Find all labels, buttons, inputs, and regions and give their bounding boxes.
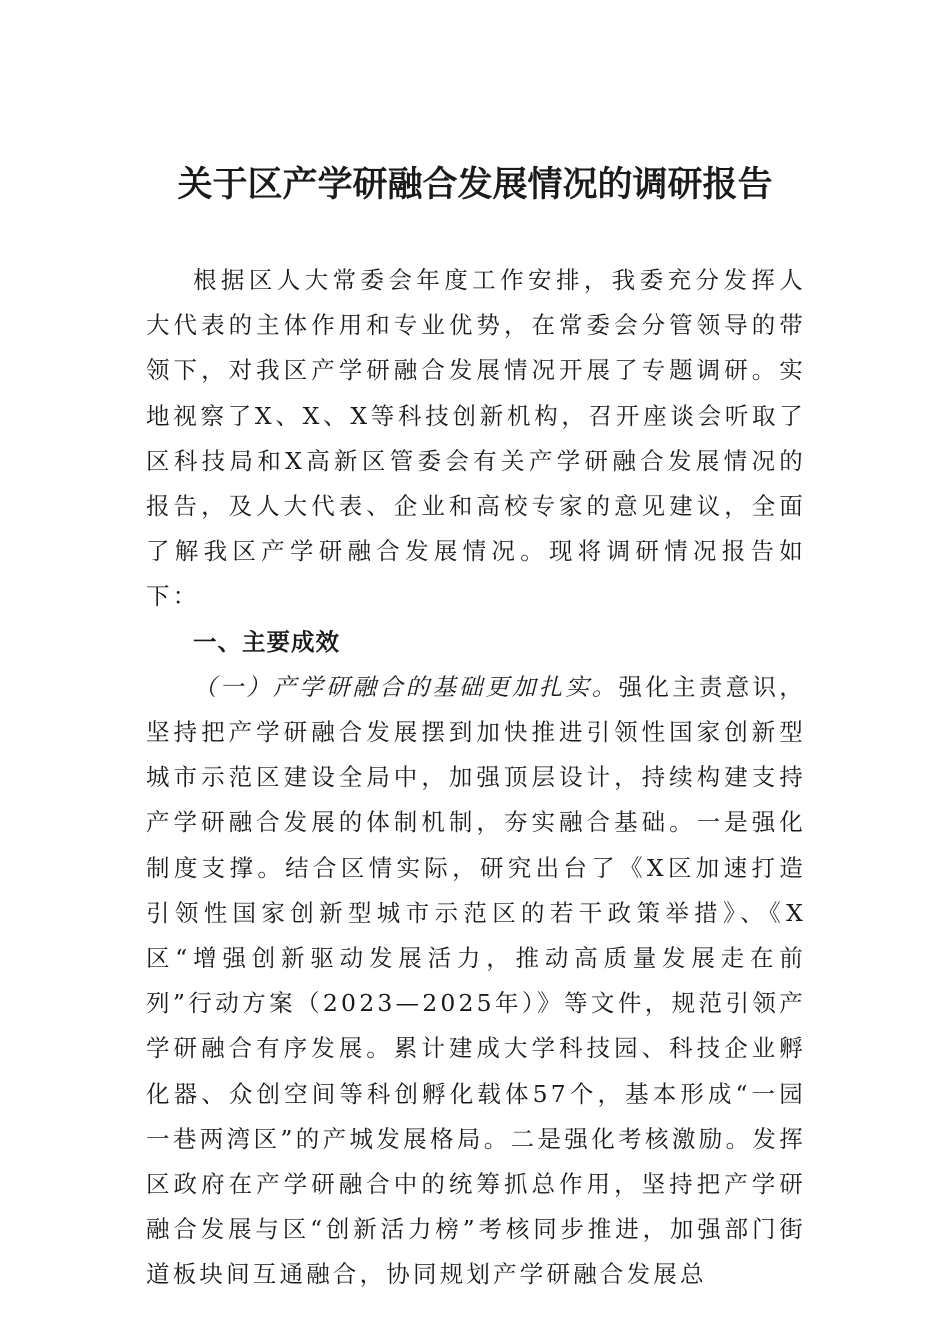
subsection-paragraph bbox=[146, 665, 806, 1298]
document-title: 关于区产学研融合发展情况的调研报告 bbox=[177, 164, 773, 205]
section-heading-main-results: 一、主要成效 bbox=[193, 627, 340, 656]
subsection-body: 强化主责意识，坚持把产学研融合发展摆到加快推进引领性国家创新型城市示范区建设全局中，加强顶层设计，持续构建支持产学研融合发展的体制机制，夯实融合基础。一是强化制度支撑。结合区情实际，研究出台了《X区加速打造引领性国家创新型城市示范区的若干政策举措》、《X区“增强创新驱动发展活力，推动高质量发展走在前列”行动方案（2023—2025年）》等文件，规范引领产学研融合有序发展。累计建成大学科技园、科技企业孵化器、众创空间等科创孵化载体57个，基本形成“一园一巷两湾区”的产城发展格局。二是强化考核激励。发挥区政府在产学研融合中的统筹抓总作用，坚持把产学研融合发展与区“创新活力榜”考核同步推进，加强部门街道板块间互通融合，协同规划产学研融合发展总 bbox=[146, 672, 807, 1289]
subsection-title: （一）产学研融合的基础更加扎实。 bbox=[193, 672, 619, 701]
document-body bbox=[146, 258, 806, 1298]
intro-paragraph: 根据区人大常委会年度工作安排，我委充分发挥人大代表的主体作用和专业优势，在常委会分管领导的带领下，对我区产学研融合发展情况开展了专题调研。实地视察了X、X、X等科技创新机构，召开座谈会听取了区科技局和X高新区管委会有关产学研融合发展情况的报告，及人大代表、企业和高校专家的意见建议，全面了解我区产学研融合发展情况。现将调研情况报告如下： bbox=[146, 266, 806, 611]
